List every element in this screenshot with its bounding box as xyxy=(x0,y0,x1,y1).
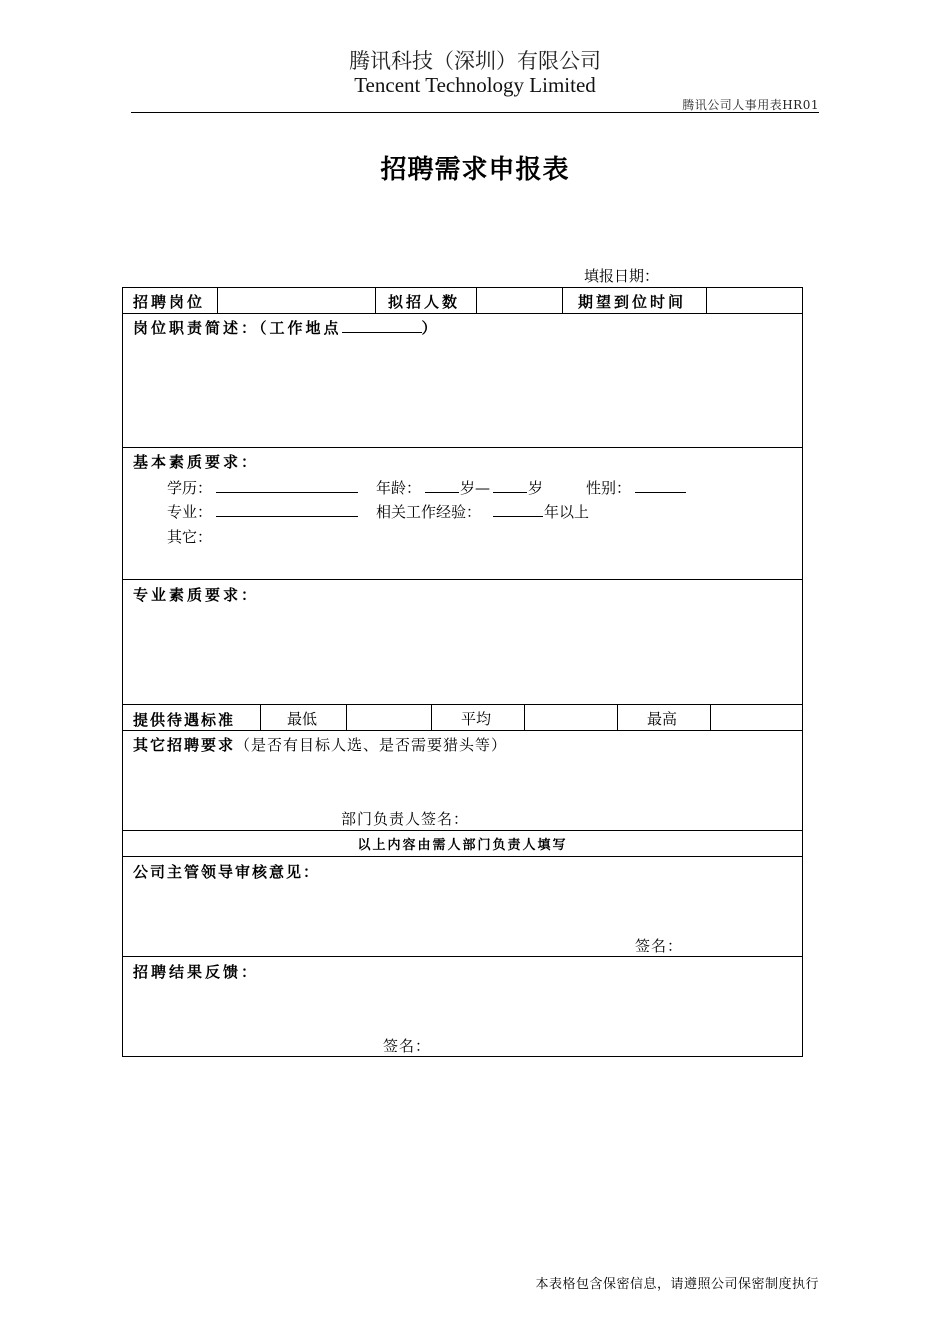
row-divider xyxy=(122,830,803,831)
duties-label-text: 岗位职责简述：（工作地点 xyxy=(133,319,342,337)
company-name-cn: 腾讯科技（深圳）有限公司 xyxy=(349,49,601,73)
approval-label: 公司主管领导审核意见： xyxy=(133,863,321,881)
headcount-field[interactable] xyxy=(477,288,562,313)
dept-head-signature-label: 部门负责人签名： xyxy=(341,810,470,828)
age-label: 年龄： xyxy=(376,479,422,497)
gender-label: 性别： xyxy=(586,479,632,497)
company-name-en: Tencent Technology Limited xyxy=(354,73,596,97)
position-label: 招聘岗位 xyxy=(133,293,206,311)
fill-date-label: 填报日期： xyxy=(584,267,660,285)
col-divider xyxy=(431,704,432,730)
salary-max-label: 最高 xyxy=(647,710,678,728)
row-divider xyxy=(122,579,803,580)
duties-label-close: ） xyxy=(421,319,440,337)
professional-requirements-label: 专业素质要求： xyxy=(133,586,260,604)
position-field[interactable] xyxy=(218,288,375,313)
experience-field[interactable] xyxy=(493,502,543,517)
result-field[interactable] xyxy=(123,983,802,1033)
duties-label xyxy=(133,317,440,338)
row-divider xyxy=(122,704,803,705)
major-label: 专业： xyxy=(167,503,213,521)
dept-note: 以上内容由需人部门负责人填写 xyxy=(357,838,568,853)
salary-avg-field[interactable] xyxy=(525,705,617,730)
other-basic-label: 其它： xyxy=(167,528,213,546)
confidentiality-footer: 本表格包含保密信息，请遵照公司保密制度执行 xyxy=(535,1277,819,1292)
row-divider xyxy=(122,447,803,448)
row-divider xyxy=(122,956,803,957)
approval-field[interactable] xyxy=(123,882,802,932)
other-requirements-label: 其它招聘要求 xyxy=(133,736,236,754)
other-requirements-field[interactable] xyxy=(123,756,802,806)
age-max-field[interactable] xyxy=(493,478,527,493)
basic-requirements-label: 基本素质要求： xyxy=(133,453,260,471)
header-divider xyxy=(131,112,819,113)
salary-min-label: 最低 xyxy=(287,710,318,728)
age-unit-to: 岁 xyxy=(528,479,544,497)
headcount-label: 拟招人数 xyxy=(388,293,461,311)
result-label: 招聘结果反馈： xyxy=(133,963,260,981)
other-requirements-heading xyxy=(133,734,507,755)
result-signature-label: 签名： xyxy=(383,1037,432,1055)
col-divider xyxy=(562,287,563,313)
work-location-field[interactable] xyxy=(342,318,422,333)
duties-field[interactable] xyxy=(123,340,802,446)
experience-unit: 年以上 xyxy=(544,503,590,521)
form-code: 腾讯公司人事用表HR01 xyxy=(682,98,819,112)
gender-field[interactable] xyxy=(635,478,686,493)
col-divider xyxy=(260,704,261,730)
education-field[interactable] xyxy=(216,478,358,493)
salary-label: 提供待遇标准 xyxy=(133,711,236,729)
education-label: 学历： xyxy=(167,479,213,497)
salary-max-field[interactable] xyxy=(711,705,802,730)
col-divider xyxy=(617,704,618,730)
age-unit-from: 岁— xyxy=(460,479,491,497)
arrival-time-field[interactable] xyxy=(707,288,802,313)
row-divider xyxy=(122,730,803,731)
arrival-time-label: 期望到位时间 xyxy=(578,293,687,311)
approval-signature-label: 签名： xyxy=(635,937,684,955)
experience-label: 相关工作经验： xyxy=(376,503,482,521)
salary-avg-label: 平均 xyxy=(461,710,492,728)
col-divider xyxy=(375,287,376,313)
age-min-field[interactable] xyxy=(425,478,459,493)
form-title: 招聘需求申报表 xyxy=(380,155,570,185)
major-field[interactable] xyxy=(216,502,358,517)
salary-min-field[interactable] xyxy=(347,705,431,730)
row-divider xyxy=(122,313,803,314)
other-requirements-note: （是否有目标人选、是否需要猎头等） xyxy=(235,736,508,754)
row-divider xyxy=(122,856,803,857)
professional-requirements-field[interactable] xyxy=(123,606,802,703)
